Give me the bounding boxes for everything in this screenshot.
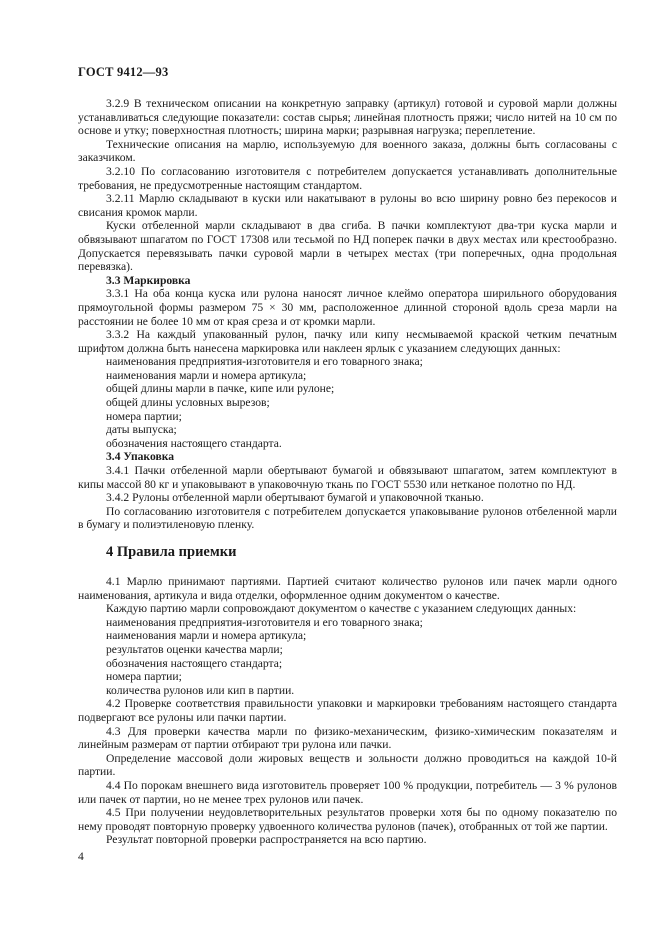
list-item: количества рулонов или кип в партии. xyxy=(106,683,295,697)
paragraph: 3.4.2 Рулоны отбеленной марли обертывают бумагой и упаковочной тканью. xyxy=(106,491,484,505)
list-item: обозначения настоящего стандарта; xyxy=(106,656,283,670)
paragraph: Определение массовой доли жировых веществ и зольности должно проводиться на каждой 10-й партии. xyxy=(78,751,617,779)
page-number: 4 xyxy=(78,850,84,863)
list-item: наименования предприятия-изготовителя и его товарного знака; xyxy=(106,355,423,369)
paragraph: 3.2.10 По согласованию изготовителя с потребителем допускается устанавливать дополнительные требования, не предусмотренные настоящим стандартом. xyxy=(78,164,617,192)
paragraph: По согласованию изготовителя с потребителем допускается упаковывание рулонов отбеленной марли в бумагу и полиэтиленовую пленку. xyxy=(78,504,617,532)
list-item: общей длины марли в пачке, кипе или рулоне; xyxy=(106,382,335,396)
paragraph: 3.2.9 В техническом описании на конкретную заправку (артикул) готовой и суровой марли должны устанавливаться следующие показатели: состав сырья; линейная плотность пряжи; число нитей на 10 см по основе и утку; поверхностная плотность; ширина марки; разрывная нагрузка; переплетение. xyxy=(78,97,617,138)
paragraph: 4.4 По порокам внешнего вида изготовитель проверяет 100 % продукции, потребитель — 3 % рулонов или пачек от партии, но не менее трех рулонов или пачек. xyxy=(78,778,617,806)
list-item: номера партии; xyxy=(106,670,182,684)
paragraph: 3.4.1 Пачки отбеленной марли обертывают бумагой и обвязывают шпагатом, затем комплектуют в кипы массой 80 кг и упаковывают в упаковочную ткань по ГОСТ 5530 или нетканое полотно по НД. xyxy=(78,464,617,491)
paragraph: Технические описания на марлю, используемую для военного заказа, должны быть согласованы с заказчиком. xyxy=(78,137,617,165)
list-item: наименования марли и номера артикула; xyxy=(106,629,307,643)
paragraph: Каждую партию марли сопровождают документом о качестве с указанием следующих данных: xyxy=(106,602,577,616)
list-item: номера партии; xyxy=(106,409,182,423)
subsection-heading: 3.4 Упаковка xyxy=(106,450,175,464)
list-item: результатов оценки качества марли; xyxy=(106,642,283,656)
paragraph: Куски отбеленной марли складывают в два сгиба. В пачки комплектуют два-три куска марли и обвязывают шпагатом по ГОСТ 17308 или тесьмой по НД поперек пачки в двух местах или крестообразно. Допускается перевязывать пачки суровой марли в четырех местах (три поперечных, одна продольная перевязка). xyxy=(78,219,617,274)
list-item: даты выпуска; xyxy=(106,423,177,437)
document-body xyxy=(78,97,617,847)
paragraph: 4.2 Проверке соответствия правильности упаковки и маркировки требованиям настоящего стандарта подвергают все рулоны или пачки партии. xyxy=(78,697,617,724)
paragraph: 4.3 Для проверки качества марли по физико-механическим, физико-химическим показателям и линейным размерам от партии отбирают три рулона или пачки. xyxy=(78,724,617,752)
paragraph: 3.3.2 На каждый упакованный рулон, пачку или кипу несмываемой краской четким печатным шрифтом должна быть нанесена маркировка или наклеен ярлык с указанием следующих данных: xyxy=(78,328,617,355)
list-item: наименования марли и номера артикула; xyxy=(106,368,307,382)
standard-code-header: ГОСТ 9412—93 xyxy=(78,65,169,79)
paragraph: 3.3.1 На оба конца куска или рулона наносят личное клеймо оператора ширильного оборудования прямоугольной формы размером 75 × 30 мм, расположенное длинной стороной вдоль среза марли на расстоянии не более 10 мм от края среза и от кромки марли. xyxy=(78,287,617,328)
list-item: обозначения настоящего стандарта. xyxy=(106,436,282,450)
list-item: общей длины условных вырезов; xyxy=(106,396,270,410)
subsection-heading: 3.3 Маркировка xyxy=(106,273,191,287)
list-item: наименования предприятия-изготовителя и его товарного знака; xyxy=(106,615,423,629)
paragraph: Результат повторной проверки распространяется на всю партию. xyxy=(106,833,427,847)
paragraph: 3.2.11 Марлю складывают в куски или накатывают в рулоны во всю ширину ровно без перекосов и свисания кромок марли. xyxy=(78,192,617,219)
section-heading: 4 Правила приемки xyxy=(106,544,237,560)
paragraph: 4.1 Марлю принимают партиями. Партией считают количество рулонов или пачек марли одного наименования, артикула и вида отделки, оформленное одним документом о качестве. xyxy=(78,575,617,602)
paragraph: 4.5 При получении неудовлетворительных результатов проверки хотя бы по одному показателю по нему проводят повторную проверку удвоенного количества рулонов (пачек), отобранных от той же партии. xyxy=(78,806,617,833)
